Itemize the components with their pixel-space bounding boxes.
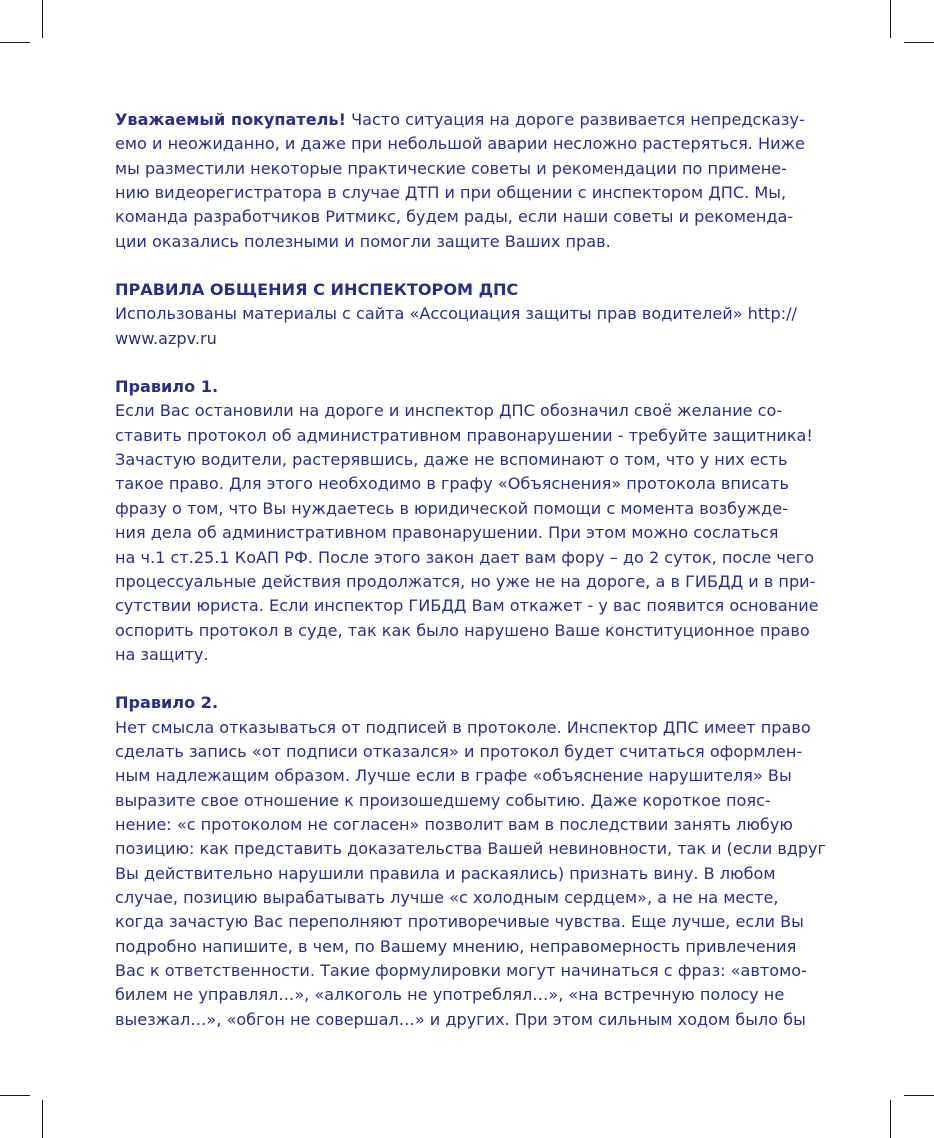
rule-1-line: Зачастую водители, растерявшись, даже не вспоминают о том, что у них есть	[115, 450, 788, 470]
rule-1-line: такое право. Для этого необходимо в графу «Объяснения» протокола вписать	[115, 474, 789, 494]
rule-2-line: подробно напишите, в чем, по Вашему мнению, неправомерность привлечения	[115, 936, 797, 956]
crop-mark-bottom-right-vertical	[890, 1100, 891, 1138]
crop-mark-bottom-left-horizontal	[0, 1095, 30, 1096]
intro-line-text: Часто ситуация на дороге развивается непредсказу-	[345, 110, 805, 129]
rule-2-line: Вас к ответственности. Такие формулировки могут начинаться с фраз: «автомо-	[115, 961, 807, 980]
rule-2-title: Правило 2.	[115, 693, 219, 713]
section-heading: ПРАВИЛА ОБЩЕНИЯ С ИНСПЕКТОРОМ ДПС	[115, 280, 519, 300]
document-body	[115, 108, 825, 1032]
crop-mark-top-right-vertical	[890, 0, 891, 38]
source-line: Использованы материалы с сайта «Ассоциация защиты прав водителей» http://	[115, 304, 797, 324]
crop-mark-top-right-horizontal	[904, 42, 934, 43]
spacer	[115, 351, 825, 375]
rule-2-line: сделать запись «от подписи отказался» и протокол будет считаться оформлен-	[115, 741, 803, 761]
intro-line: команда разработчиков Ритмикс, будем рады, если наши советы и рекоменда-	[115, 207, 794, 227]
rule-1-title: Правило 1.	[115, 377, 219, 397]
rule-1-line: на защиту.	[115, 644, 209, 664]
intro-line: мы разместили некоторые практические советы и рекомендации по примене-	[115, 158, 787, 178]
rule-1-line: сутствии юриста. Если инспектор ГИБДД Вам откажет - у вас появится основание	[115, 596, 819, 616]
rule-2-line: билем не управлял…», «алкоголь не употреблял…», «на встречную полосу не	[115, 985, 785, 1005]
crop-mark-top-left-horizontal	[0, 42, 30, 43]
intro-line	[115, 108, 825, 132]
rule-1-line: Если Вас остановили на дороге и инспектор ДПС обозначил своё желание со-	[115, 401, 783, 421]
crop-mark-bottom-right-horizontal	[904, 1095, 934, 1096]
intro-lead: Уважаемый покупатель!	[115, 110, 346, 129]
crop-mark-bottom-left-vertical	[42, 1100, 43, 1138]
rule-2-line: выезжал…», «обгон не совершал…» и других. При этом сильным ходом было бы	[115, 1009, 806, 1029]
rule-2-line: случае, позицию вырабатывать лучше «с холодным сердцем», а не на месте,	[115, 887, 779, 907]
rule-1-line: ставить протокол об административном правонарушении - требуйте защитника!	[115, 425, 813, 445]
rule-2-line: выразите свое отношение к произошедшему событию. Даже короткое пояс-	[115, 790, 771, 810]
intro-paragraph	[115, 108, 825, 254]
rule-2-line: Нет смысла отказываться от подписей в протоколе. Инспектор ДПС имеет право	[115, 717, 811, 737]
intro-line: нию видеорегистратора в случае ДТП и при общении с инспектором ДПС. Мы,	[115, 183, 787, 203]
rule-1-line: фразу о том, что Вы нуждаетесь в юридической помощи с момента возбужде-	[115, 498, 788, 518]
source-paragraph	[115, 302, 825, 351]
spacer	[115, 254, 825, 278]
spacer	[115, 667, 825, 691]
rule-2-text	[115, 716, 825, 1032]
rule-2-line: когда зачастую Вас переполняют противоречивые чувства. Еще лучше, если Вы	[115, 912, 804, 932]
rule-2-line: нение: «с протоколом не согласен» позволит вам в последствии занять любую	[115, 814, 793, 834]
rule-1-line: оспорить протокол в суде, так как было нарушено Ваше конституционное право	[115, 620, 810, 640]
crop-mark-top-left-vertical	[42, 0, 43, 38]
source-line: www.azpv.ru	[115, 328, 217, 348]
intro-line: ции оказались полезными и помогли защите Ваших прав.	[115, 231, 611, 251]
intro-line: емо и неожиданно, и даже при небольшой аварии несложно растеряться. Ниже	[115, 134, 805, 154]
rule-1-line: процессуальные действия продолжатся, но уже не на дороге, а в ГИБДД и в при-	[115, 571, 816, 591]
rule-1-text	[115, 399, 825, 667]
rule-1-line: на ч.1 ст.25.1 КоАП РФ. После этого закон дает вам фору – до 2 суток, после чего	[115, 547, 815, 567]
rule-2-line: Вы действительно нарушили правила и раскаялись) признать вину. В любом	[115, 863, 776, 883]
rule-2-line: позицию: как представить доказательства Вашей невиновности, так и (если вдруг	[115, 839, 826, 859]
rule-1-line: ния дела об административном правонарушении. При этом можно сослаться	[115, 523, 779, 543]
rule-2-line: ным надлежащим образом. Лучше если в графе «объяснение нарушителя» Вы	[115, 766, 792, 786]
